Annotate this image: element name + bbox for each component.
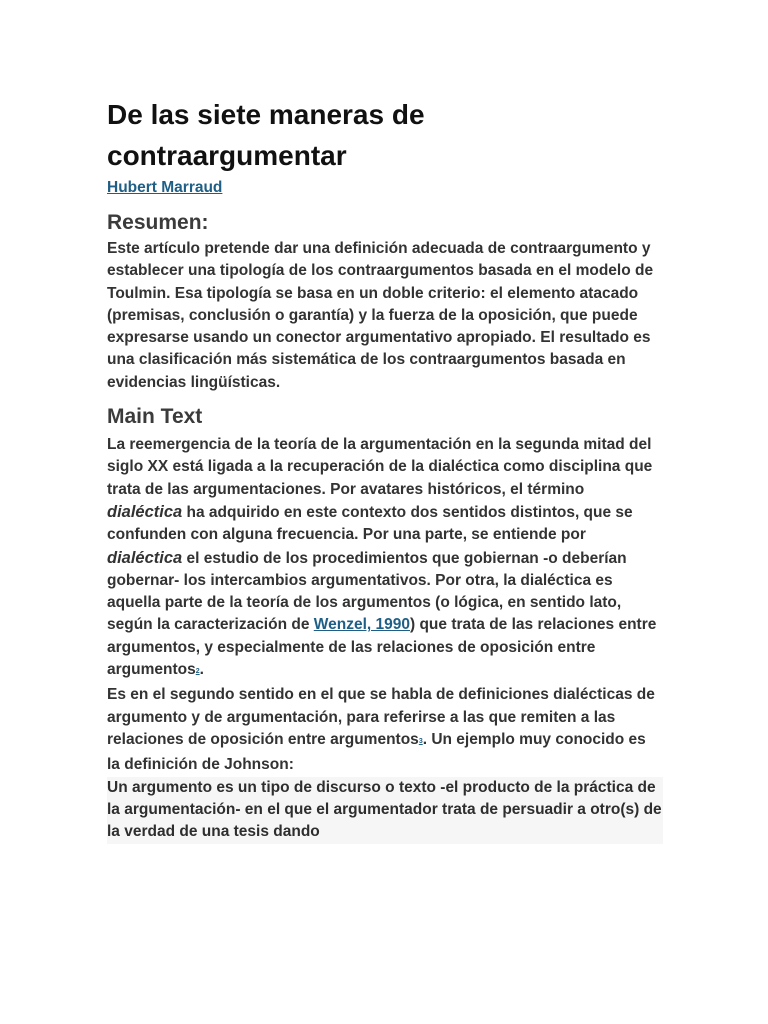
p1-text-e: . xyxy=(199,661,204,679)
p2-text-a: Es en el segundo sentido en el que se habla de definiciones dialécticas de argumento y de argumentación, para referirse a las que remiten a las relaciones de oposición entre argumentos xyxy=(107,686,655,748)
author-link[interactable]: Hubert Marraud xyxy=(107,179,223,196)
p2-text-b: . Un ejemplo muy conocido es la definición de Johnson: xyxy=(107,730,646,774)
main-paragraph-2 xyxy=(107,684,663,776)
title-line-1: De las siete maneras de xyxy=(107,99,425,130)
article-title xyxy=(107,94,663,176)
main-text-heading: Main Text xyxy=(107,405,203,429)
footnote-3-link[interactable]: 3 xyxy=(418,737,423,745)
abstract-text: Este artículo pretende dar una definición adecuada de contraargumento y establecer una tipología de los contraargumentos basada en el modelo de Toulmin. Esa tipología se basa en un doble criterio: el elemento atacado (premisas, conclusión o garantía) y la fuerza de la oposición, que puede expresarse usando un conector argumentativo apropiado. El resultado es una clasificación más sistemática de los contraargumentos basada en evidencias lingüísticas. xyxy=(107,240,654,391)
term-dialectica-2: dialéctica xyxy=(107,548,183,567)
title-line-2: contraargumentar xyxy=(107,140,347,171)
footnote-2-link[interactable]: 2 xyxy=(195,668,200,676)
citation-wenzel-link[interactable]: Wenzel, 1990 xyxy=(313,616,410,634)
abstract-heading: Resumen: xyxy=(107,211,209,234)
main-paragraph-1 xyxy=(107,434,663,684)
p1-text-c: el estudio de los procedimientos que gobiernan -o deberían gobernar- los intercambios argumentativos. Por otra, la dialéctica es aquella parte de la teoría de los argumentos (o lógica, en sentido lato, según la caracterización de xyxy=(107,549,627,634)
p1-text-b: ha adquirido en este contexto dos sentidos distintos, que se confunden con alguna frecuencia. Por una parte, se entiende por xyxy=(107,503,633,544)
p1-text-d: ) que trata de las relaciones entre argumentos, y especialmente de las relaciones de oposición entre argumentos xyxy=(107,616,657,679)
p1-text-a: La reemergencia de la teoría de la argumentación en la segunda mitad del siglo XX está ligada a la recuperación de la dialéctica como disciplina que trata de las argumentaciones. Por avatares históricos, el término xyxy=(107,436,653,498)
article xyxy=(107,94,663,844)
johnson-quote: Un argumento es un tipo de discurso o texto -el producto de la práctica de la argumentación- en el que el argumentador trata de persuadir a otro(s) de la verdad de una tesis dando xyxy=(107,777,663,844)
term-dialectica-1: dialéctica xyxy=(107,502,183,521)
